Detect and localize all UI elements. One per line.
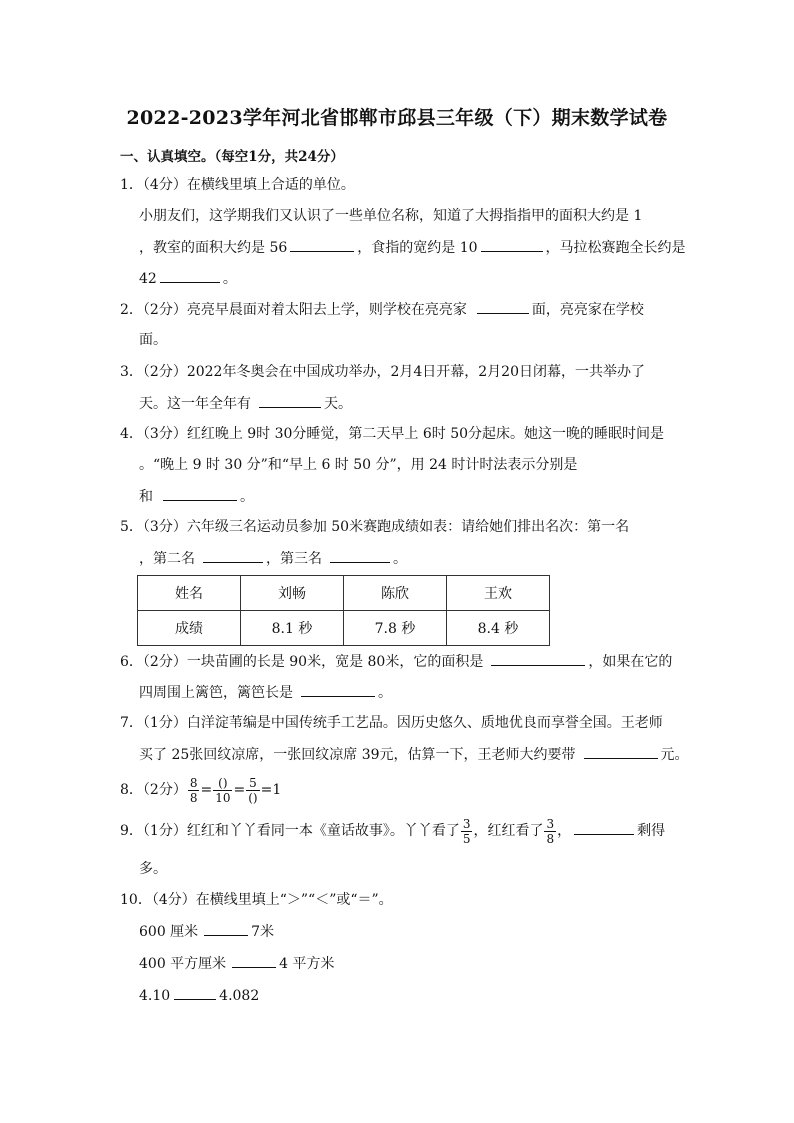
answer-blank[interactable]: [203, 548, 263, 563]
text: ，马拉松赛跑全长约是: [545, 240, 686, 256]
text: 四周围上篱笆，篱笆长是: [139, 685, 293, 701]
answer-blank[interactable]: [301, 682, 375, 697]
table-cell: 8.4 秒: [447, 611, 550, 646]
table-cell: 姓名: [138, 576, 241, 611]
page-title: 2022-2023学年河北省邯郸市邱县三年级（下）期末数学试卷: [126, 107, 668, 129]
denominator: 8: [189, 790, 198, 805]
text: 4 平方米: [279, 956, 335, 972]
table-cell: 刘畅: [241, 576, 344, 611]
text: 。: [393, 551, 407, 567]
question-5-line-1: 5．（3分）六年级三名运动员参加 50米赛跑成绩如表：请给她们排出名次：第一名: [120, 519, 630, 535]
question-1-line-2: [139, 237, 686, 258]
text: ，教室的面积大约是 56: [139, 240, 288, 256]
table-cell: 8.1 秒: [241, 611, 344, 646]
table-row: [138, 611, 550, 646]
answer-blank[interactable]: [259, 393, 321, 408]
compare-row: [139, 985, 259, 1006]
question-3-line-2: [139, 393, 352, 414]
fraction: [461, 817, 473, 846]
question-6-line-2: [139, 682, 392, 703]
text: 600 厘米: [139, 924, 199, 940]
compare-row: [139, 953, 335, 974]
numerator: 3: [462, 816, 471, 831]
text: ，第二名: [139, 551, 195, 567]
equals-sign: =: [200, 782, 213, 798]
question-10-head: 10．（4分）在横线里填上“＞”“＜”或“＝”。: [120, 892, 393, 908]
text: 400 平方厘米: [139, 956, 227, 972]
text: 9．（1分）红红和丫丫看同一本《童话故事》。丫丫看了: [120, 823, 460, 839]
score-table: [137, 575, 550, 646]
answer-blank[interactable]: [491, 651, 585, 666]
question-1-line-3: [139, 268, 237, 289]
text: 7米: [251, 924, 275, 940]
answer-blank[interactable]: [477, 299, 529, 314]
table-cell: 陈欣: [344, 576, 447, 611]
question-8: [120, 773, 281, 807]
answer-blank[interactable]: [584, 744, 658, 759]
answer-blank[interactable]: [290, 237, 354, 252]
table-cell: 7.8 秒: [344, 611, 447, 646]
question-9-line-1: [120, 814, 665, 848]
question-4-line-2: 。“晚上 9 时 30 分”和“早上 6 时 50 分”，用 24 时计时法表示分别是: [139, 457, 578, 473]
section-heading: 一、认真填空。（每空1分，共24分）: [120, 149, 344, 165]
question-6-line-1: [120, 651, 672, 672]
text: 买了 25张回纹凉席，一张回纹凉席 39元，估算一下，王老师大约要带: [139, 747, 576, 763]
answer-blank[interactable]: [174, 985, 216, 1000]
fraction[interactable]: [246, 776, 259, 805]
denominator: 5: [462, 831, 471, 846]
text: ，食指的宽约是 10: [357, 240, 478, 256]
text: ，: [557, 823, 572, 839]
text: 。: [240, 489, 254, 505]
answer-blank[interactable]: [204, 921, 248, 936]
table-cell: 王欢: [447, 576, 550, 611]
table-cell: 成绩: [138, 611, 241, 646]
text: ，第三名: [266, 551, 322, 567]
answer-blank[interactable]: [163, 486, 237, 501]
fraction[interactable]: [213, 776, 232, 805]
question-3-line-1: 3．（2分）2022年冬奥会在中国成功举办，2月4日开幕，2月20日闭幕，一共举办了: [120, 364, 645, 380]
question-2-line-1: [120, 299, 644, 320]
answer-blank[interactable]: [481, 237, 543, 252]
fraction: [188, 776, 200, 805]
text: 42: [139, 271, 157, 287]
text: =1: [260, 782, 282, 798]
text: 面，亮亮家在学校: [531, 302, 644, 318]
text: 4.082: [219, 988, 260, 1004]
fraction: [544, 817, 556, 846]
answer-blank[interactable]: [160, 268, 220, 283]
question-9-line-2: 多。: [139, 861, 167, 877]
question-1-line-1: 小朋友们，这学期我们又认识了一些单位名称，知道了大拇指指甲的面积大约是 1: [139, 208, 643, 224]
text: 8．（2分）: [120, 782, 187, 798]
numerator: 8: [189, 775, 198, 790]
text: 天。: [324, 396, 352, 412]
text: 。: [378, 685, 392, 701]
equals-sign: =: [233, 782, 246, 798]
denominator: 10: [215, 790, 231, 805]
question-1-head: 1．（4分）在横线里填上合适的单位。: [120, 177, 355, 193]
text: 剩得: [637, 823, 666, 839]
answer-blank[interactable]: [330, 548, 390, 563]
answer-blank[interactable]: [232, 953, 276, 968]
text: 4.10: [139, 988, 171, 1004]
question-7-line-2: [139, 744, 689, 765]
numerator[interactable]: (): [213, 776, 232, 791]
text: 元。: [660, 747, 689, 763]
question-4-line-3: [139, 486, 254, 507]
text: ，如果在它的: [588, 654, 673, 670]
numerator: 5: [246, 776, 259, 791]
text: 。: [222, 271, 237, 287]
table-row: [138, 576, 550, 611]
text: 2．（2分）亮亮早晨面对着太阳去上学，则学校在亮亮家: [120, 302, 467, 318]
compare-row: [139, 921, 274, 942]
question-7-line-1: 7．（1分）白洋淀苇编是中国传统手工艺品。因历史悠久、质地优良而享誉全国。王老师: [120, 715, 663, 731]
question-2-line-2: 面。: [139, 332, 167, 348]
numerator: 3: [546, 816, 555, 831]
question-4-line-1: 4．（3分）红红晚上 9时 30分睡觉，第二天早上 6时 50分起床。她这一晚的睡眠时间是: [120, 426, 665, 442]
text: 和: [139, 489, 153, 505]
question-5-line-2: [139, 548, 407, 569]
denominator[interactable]: (): [248, 790, 258, 805]
text: ，红红看了: [473, 823, 544, 839]
denominator: 8: [546, 831, 555, 846]
text: 6．（2分）一块苗圃的长是 90米，宽是 80米，它的面积是: [120, 654, 484, 670]
text: 天。这一年全年有: [139, 396, 251, 412]
answer-blank[interactable]: [574, 820, 634, 835]
